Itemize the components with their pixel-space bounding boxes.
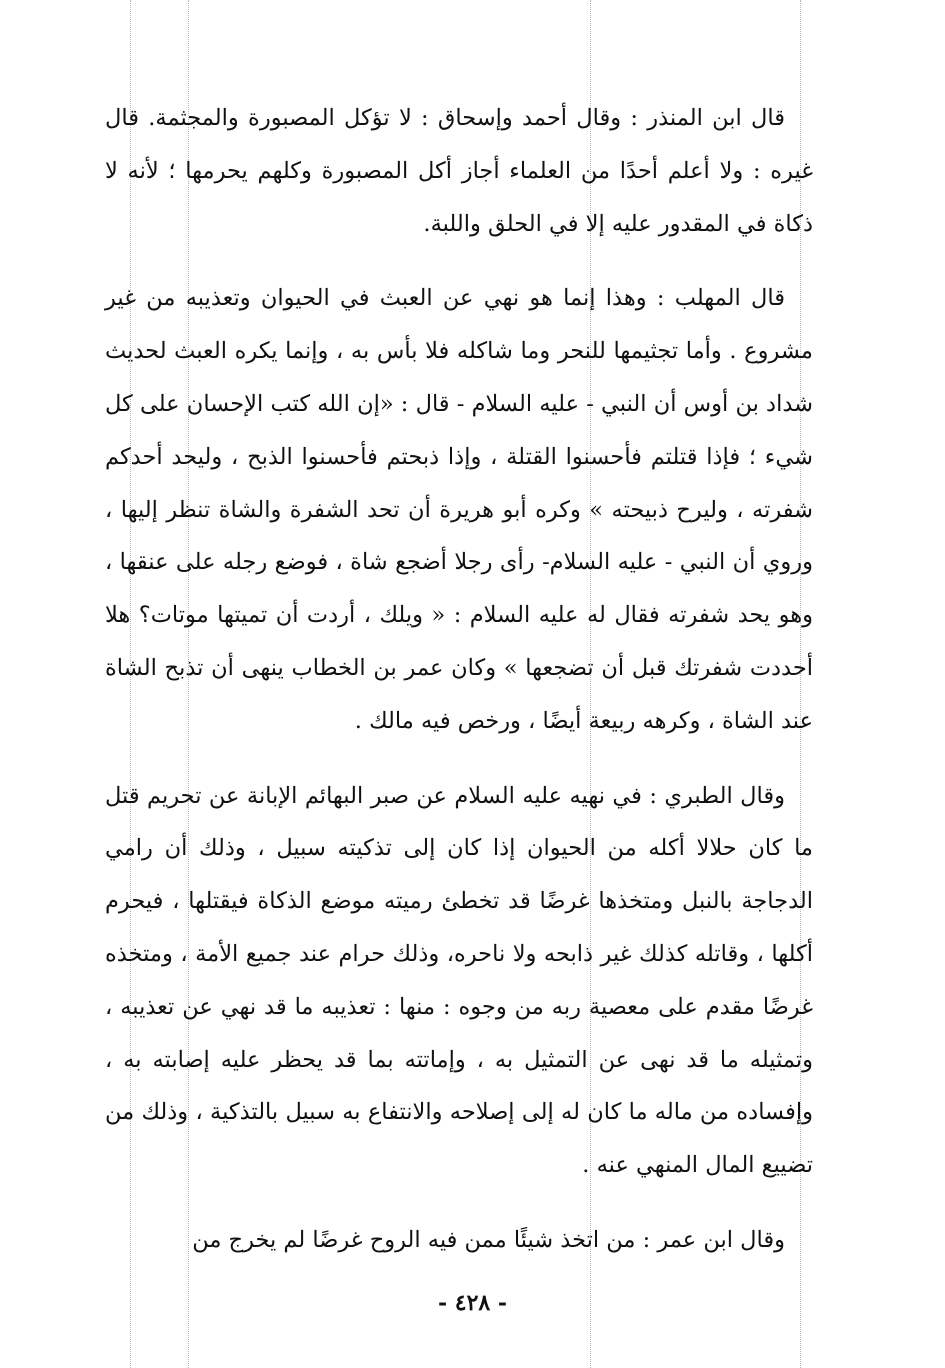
paragraph-text: وقال الطبري : في نهيه عليه السلام عن صبر البهائم الإبانة عن تحريم قتل ما كان حلالا أكله من الحيوان إذا كان إلى تذكيته سبيل ، وذلك أن رامي الدجاجة بالنبل ومتخذها غرضًا قد تخطئ رميته موضع الذكاة فيقتلها ، فيحرم أكلها ، وقاتله كذلك غير ذابحه ولا ناحره، وذلك حرام عند جميع الأمة ، ومتخذه غرضًا مقدم على معصية ربه من وجوه : منها : تعذيبه ما قد نهي عن تعذيبه ، وتمثيله ما قد نهى عن التمثيل به ، وإماتته بما قد يحظر عليه إصابته به ، وإفساده من ماله ما كان له إلى إصلاحه والانتفاع به سبيل بالتذكية ، وذلك من تضييع المال المنهي عنه . <box>105 782 813 1179</box>
page-body-text <box>105 92 813 1267</box>
paragraph <box>105 92 813 250</box>
paragraph-text: وقال ابن عمر : من اتخذ شيئًا ممن فيه الروح غرضًا لم يخرج من <box>192 1226 785 1253</box>
paragraph <box>105 1214 813 1267</box>
paragraph <box>105 272 813 747</box>
paragraph-text: قال المهلب : وهذا إنما هو نهي عن العبث في الحيوان وتعذيبه من غير مشروع . وأما تجثيمها للنحر وما شاكله فلا بأس به ، وإنما يكره العبث لحديث شداد بن أوس أن النبي - عليه السلام - قال : «إن الله كتب الإحسان على كل شيء ؛ فإذا قتلتم فأحسنوا القتلة ، وإذا ذبحتم فأحسنوا الذبح ، وليحد أحدكم شفرته ، وليرح ذبيحته » وكره أبو هريرة أن تحد الشفرة والشاة تنظر إليها ، وروي أن النبي - عليه السلام- رأى رجلا أضجع شاة ، فوضع رجله على عنقها ، وهو يحد شفرته فقال له عليه السلام : « ويلك ، أردت أن تميتها موتات؟ هلا أحددت شفرتك قبل أن تضجعها » وكان عمر بن الخطاب ينهى أن تذبح الشاة عند الشاة ، وكرهه ربيعة أيضًا ، ورخص فيه مالك . <box>105 285 813 734</box>
paragraph <box>105 770 813 1192</box>
paragraph-text: قال ابن المنذر : وقال أحمد وإسحاق : لا تؤكل المصبورة والمجثمة. قال غيره : ولا أعلم أحدًا من العلماء أجاز أكل المصبورة وكلهم يحرمها ؛ لأنه لا ذكاة في المقدور عليه إلا في الحلق واللبة. <box>105 105 813 237</box>
page-number: - ٤٢٨ - <box>437 1290 508 1316</box>
